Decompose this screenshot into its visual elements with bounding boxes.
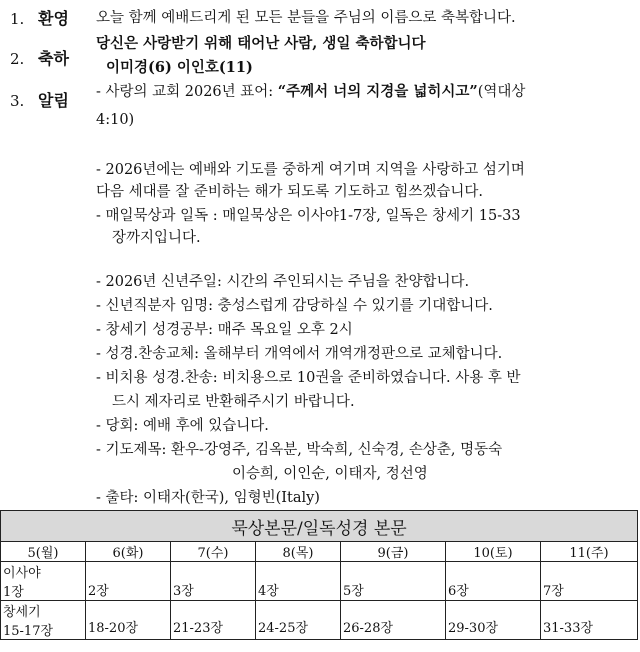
section-welcome bbox=[10, 6, 69, 29]
table-cell bbox=[446, 601, 541, 640]
section-number: 3. bbox=[10, 92, 25, 110]
chapter-value: 4장 bbox=[258, 584, 279, 599]
table-cell bbox=[541, 601, 638, 640]
motto-quote: “주께서 너의 지경을 넓히시고” bbox=[277, 83, 478, 100]
table-cell bbox=[256, 562, 341, 601]
table-cell bbox=[86, 601, 171, 640]
day-header: 10(토) bbox=[446, 542, 541, 562]
day-header: 5(월) bbox=[1, 542, 86, 562]
section-birthday bbox=[10, 46, 69, 69]
table-cell bbox=[341, 601, 446, 640]
reading-table bbox=[0, 510, 638, 640]
motto-prefix: - 사랑의 교회 2026년 표어: bbox=[96, 84, 274, 100]
table-cell bbox=[171, 562, 256, 601]
table-row bbox=[1, 562, 638, 601]
section-number: 1. bbox=[10, 10, 25, 28]
chapter-value: 18-20장 bbox=[88, 621, 139, 636]
table-row bbox=[1, 601, 638, 640]
day-header: 11(주) bbox=[541, 542, 638, 562]
table-cell bbox=[86, 562, 171, 601]
table-cell bbox=[171, 601, 256, 640]
day-header: 8(목) bbox=[256, 542, 341, 562]
chapter-value: 21-23장 bbox=[173, 621, 224, 636]
book-name: 이사야 bbox=[3, 566, 41, 581]
chapter-value: 24-25장 bbox=[258, 621, 309, 636]
chapter-value: 3장 bbox=[173, 584, 194, 599]
notice-item: - 성경.찬송교체: 올해부터 개역에서 개역개정판으로 교체합니다. bbox=[96, 346, 503, 362]
paragraph-1a: - 2026년에는 예배와 기도를 중하게 여기며 지역을 사랑하고 섬기며 bbox=[96, 162, 525, 178]
motto-line bbox=[96, 82, 525, 102]
table-cell bbox=[1, 601, 86, 640]
section-title: 알림 bbox=[38, 91, 69, 110]
book-name: 창세기 bbox=[3, 605, 41, 620]
notice-item: - 기도제목: 환우-강영주, 김옥분, 박숙희, 신숙경, 손상춘, 명동숙 bbox=[96, 442, 503, 458]
section-number: 2. bbox=[10, 50, 25, 68]
day-header: 9(금) bbox=[341, 542, 446, 562]
notice-item: - 비치용 성경.찬송: 비치용으로 10권을 준비하였습니다. 사용 후 반 bbox=[96, 370, 521, 386]
chapter-value: 7장 bbox=[543, 584, 564, 599]
notice-item-cont: 드시 제자리로 반환해주시기 바랍니다. bbox=[112, 394, 355, 410]
section-title: 환영 bbox=[38, 9, 69, 28]
table-cell bbox=[256, 601, 341, 640]
notice-item-cont: 이승희, 이인순, 이태자, 정선영 bbox=[232, 466, 428, 482]
table-cell bbox=[341, 562, 446, 601]
paragraph-2b: 장까지입니다. bbox=[112, 230, 201, 246]
birthday-message: 당신은 사랑받기 위해 태어난 사람, 생일 축하합니다 bbox=[96, 35, 426, 52]
welcome-text: 오늘 함께 예배드리게 된 모든 분들을 주님의 이름으로 축복합니다. bbox=[96, 10, 516, 26]
table-cell bbox=[446, 562, 541, 601]
chapter-value: 1장 bbox=[3, 585, 24, 600]
chapter-value: 26-28장 bbox=[343, 621, 394, 636]
table-cell bbox=[1, 562, 86, 601]
chapter-value: 29-30장 bbox=[448, 621, 499, 636]
table-header: 묵상본문/일독성경 본문 bbox=[1, 511, 638, 542]
chapter-value: 5장 bbox=[343, 584, 364, 599]
day-header: 7(수) bbox=[171, 542, 256, 562]
birthday-names: 이미경(6) 이인호(11) bbox=[106, 59, 253, 76]
section-title: 축하 bbox=[38, 49, 69, 68]
notice-item: - 2026년 신년주일: 시간의 주인되시는 주님을 찬양합니다. bbox=[96, 274, 470, 290]
motto-reference-cont: 4:10) bbox=[96, 112, 135, 128]
chapter-value: 2장 bbox=[88, 584, 109, 599]
chapter-value: 31-33장 bbox=[543, 621, 594, 636]
notice-item: - 당회: 예배 후에 있습니다. bbox=[96, 418, 269, 434]
section-notices bbox=[10, 88, 69, 111]
paragraph-1b: 다음 세대를 잘 준비하는 해가 되도록 기도하고 힘쓰겠습니다. bbox=[96, 184, 484, 200]
notice-item: - 출타: 이태자(한국), 임형빈(Italy) bbox=[96, 490, 320, 506]
chapter-value: 15-17장 bbox=[3, 624, 54, 639]
paragraph-2a: - 매일묵상과 일독 : 매일묵상은 이사야1-7장, 일독은 창세기 15-33 bbox=[96, 208, 521, 224]
notice-item: - 창세기 성경공부: 매주 목요일 오후 2시 bbox=[96, 322, 353, 338]
motto-reference: (역대상 bbox=[477, 84, 526, 100]
table-cell bbox=[541, 562, 638, 601]
chapter-value: 6장 bbox=[448, 584, 469, 599]
day-header: 6(화) bbox=[86, 542, 171, 562]
notice-item: - 신년직분자 임명: 충성스럽게 감당하실 수 있기를 기대합니다. bbox=[96, 298, 493, 314]
